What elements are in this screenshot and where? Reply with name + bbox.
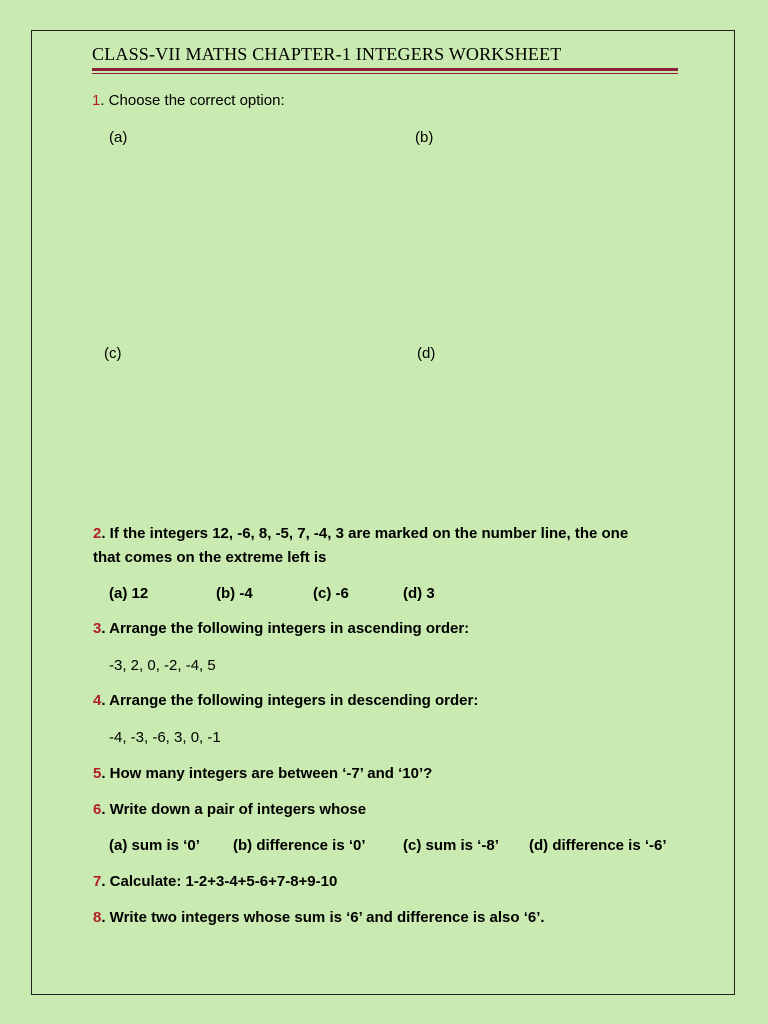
question-2-text-line2: that comes on the extreme left is: [93, 549, 327, 566]
question-3-number: 3: [93, 620, 102, 637]
question-1-text: . Choose the correct option:: [100, 92, 285, 109]
natural-symbol: ‘N’: [229, 267, 247, 284]
question-3-text: . Arrange the following integers in ascending order:: [101, 620, 470, 637]
w-label: W: [590, 154, 608, 175]
w-label: W: [212, 388, 225, 403]
question-4-number: 4: [93, 692, 102, 709]
q6-option-c: (c) sum is ‘-8’: [403, 837, 499, 854]
question-4: [93, 692, 478, 709]
z-label: Z: [517, 156, 529, 177]
integers-circle: [138, 123, 244, 209]
n-circle: [586, 389, 656, 457]
question-1-number: 1: [92, 92, 101, 109]
n-label: N: [613, 406, 622, 420]
n-inner-circle: [215, 392, 281, 454]
question-2-text-line1: . If the integers 12, -6, 8, -5, 7, -4, 3 are marked on the number line, the one: [101, 525, 629, 542]
n-label: N: [545, 241, 558, 260]
whole-label: WHOLE: [284, 142, 329, 156]
question-4-values: -4, -3, -6, 3, 0, -1: [109, 729, 221, 746]
question-2-number: 2: [93, 525, 102, 542]
q2-option-d: (d) 3: [403, 585, 435, 602]
page-title: CLASS-VII MATHS CHAPTER-1 INTEGERS WORKSHEET: [92, 44, 562, 64]
z-circle: [439, 358, 553, 466]
question-4-text: . Arrange the following integers in descending order:: [101, 692, 479, 709]
question-8: [93, 909, 545, 926]
q1-option-b-label: (b): [415, 129, 434, 146]
question-2: [93, 525, 628, 542]
whole-symbol: ‘W’: [284, 180, 305, 197]
question-6-number: 6: [93, 801, 102, 818]
z-label: Z: [190, 370, 198, 385]
q1-option-a-label: (a): [109, 129, 128, 146]
question-5-number: 5: [93, 765, 102, 782]
integers-label: INTEGERS: [161, 142, 223, 156]
question-5: [93, 765, 432, 782]
question-8-number: 8: [93, 909, 102, 926]
z-label: Z: [493, 414, 505, 435]
q1-option-c-label: (c): [104, 345, 122, 362]
n-label: N: [233, 408, 244, 424]
natural-numbers-label: NUMBERS: [229, 246, 290, 260]
question-5-text: . How many integers are between ‘-7’ and ‘10’?: [101, 765, 433, 782]
title-underline-thick: [92, 68, 678, 71]
title-underline-thin: [92, 73, 678, 74]
q2-option-a: (a) 12: [109, 585, 149, 602]
question-6-text: . Write down a pair of integers whose: [101, 801, 367, 818]
w-label: W: [590, 380, 602, 394]
whole-numbers-label: NUMBERS: [284, 160, 345, 174]
question-3-values: -3, 2, 0, -2, -4, 5: [109, 657, 216, 674]
q2-option-b: (b) -4: [216, 585, 253, 602]
q1-option-d-label: (d): [417, 345, 436, 362]
question-7: [93, 873, 337, 890]
question-8-text: . Write two integers whose sum is ‘6’ and difference is also ‘6’.: [101, 909, 545, 926]
q6-option-a: (a) sum is ‘0’: [109, 837, 200, 854]
question-6: [93, 801, 366, 818]
q2-option-c: (c) -6: [313, 585, 349, 602]
integers-symbol: ‘Z’: [161, 162, 177, 179]
q6-option-d: (d) difference is ‘-6’: [529, 837, 667, 854]
natural-label: NATURAL: [229, 228, 285, 242]
question-1: [92, 92, 285, 109]
question-7-text: . Calculate: 1-2+3-4+5-6+7-8+9-10: [101, 873, 338, 890]
q6-option-b: (b) difference is ‘0’: [233, 837, 366, 854]
question-7-number: 7: [93, 873, 102, 890]
question-3: [93, 620, 469, 637]
